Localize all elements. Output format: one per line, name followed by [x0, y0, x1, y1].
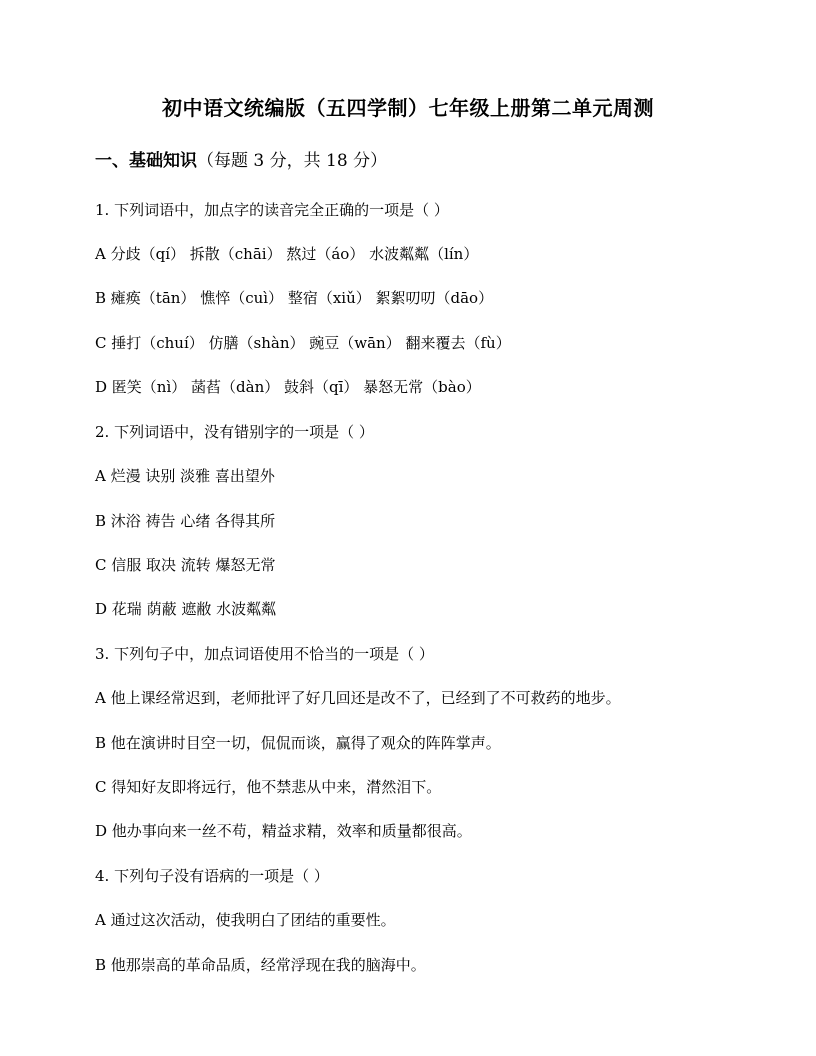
section-heading-text: 一、基础知识 [95, 151, 197, 171]
question-3-option-d: D 他办事向来一丝不苟，精益求精，效率和质量都很高。 [95, 822, 472, 840]
question-3-stem: 3. 下列句子中，加点词语使用不恰当的一项是（ ） [95, 645, 434, 663]
question-1-stem: 1. 下列词语中，加点字的读音完全正确的一项是（ ） [95, 201, 449, 219]
question-4-stem: 4. 下列句子没有语病的一项是（ ） [95, 867, 329, 885]
question-2-option-a: A 烂漫 诀别 淡雅 喜出望外 [95, 467, 275, 485]
question-2-option-d: D 花瑞 荫蔽 遮敝 水波粼粼 [95, 600, 277, 618]
question-2-option-b: B 沐浴 祷告 心绪 各得其所 [95, 512, 276, 530]
document-title: 初中语文统编版（五四学制）七年级上册第二单元周测 [162, 96, 654, 120]
section-heading [95, 148, 387, 174]
question-3-option-b: B 他在演讲时目空一切，侃侃而谈，赢得了观众的阵阵掌声。 [95, 734, 501, 752]
question-4-option-a: A 通过这次活动，使我明白了团结的重要性。 [95, 911, 396, 929]
question-1-option-b: B 瘫痪（tān） 憔悴（cuì） 整宿（xiǔ） 絮絮叨叨（dāo） [95, 289, 494, 307]
question-3-option-a: A 他上课经常迟到，老师批评了好几回还是改不了，已经到了不可救药的地步。 [95, 689, 621, 707]
question-2-stem: 2. 下列词语中，没有错别字的一项是（ ） [95, 423, 374, 441]
question-1-option-d: D 匿笑（nì） 菡萏（dàn） 鼓斜（qī） 暴怒无常（bào） [95, 378, 481, 396]
question-1-option-a: A 分歧（qí） 拆散（chāi） 熬过（áo） 水波粼粼（lín） [95, 245, 479, 263]
question-2-option-c: C 信服 取决 流转 爆怒无常 [95, 556, 276, 574]
section-score-note: （每题 3 分，共 18 分） [197, 151, 388, 171]
question-1-option-c: C 捶打（chuí） 仿膳（shàn） 豌豆（wān） 翻来覆去（fù） [95, 334, 511, 352]
question-4-option-b: B 他那崇高的革命品质，经常浮现在我的脑海中。 [95, 956, 426, 974]
question-3-option-c: C 得知好友即将远行，他不禁悲从中来，潸然泪下。 [95, 778, 442, 796]
